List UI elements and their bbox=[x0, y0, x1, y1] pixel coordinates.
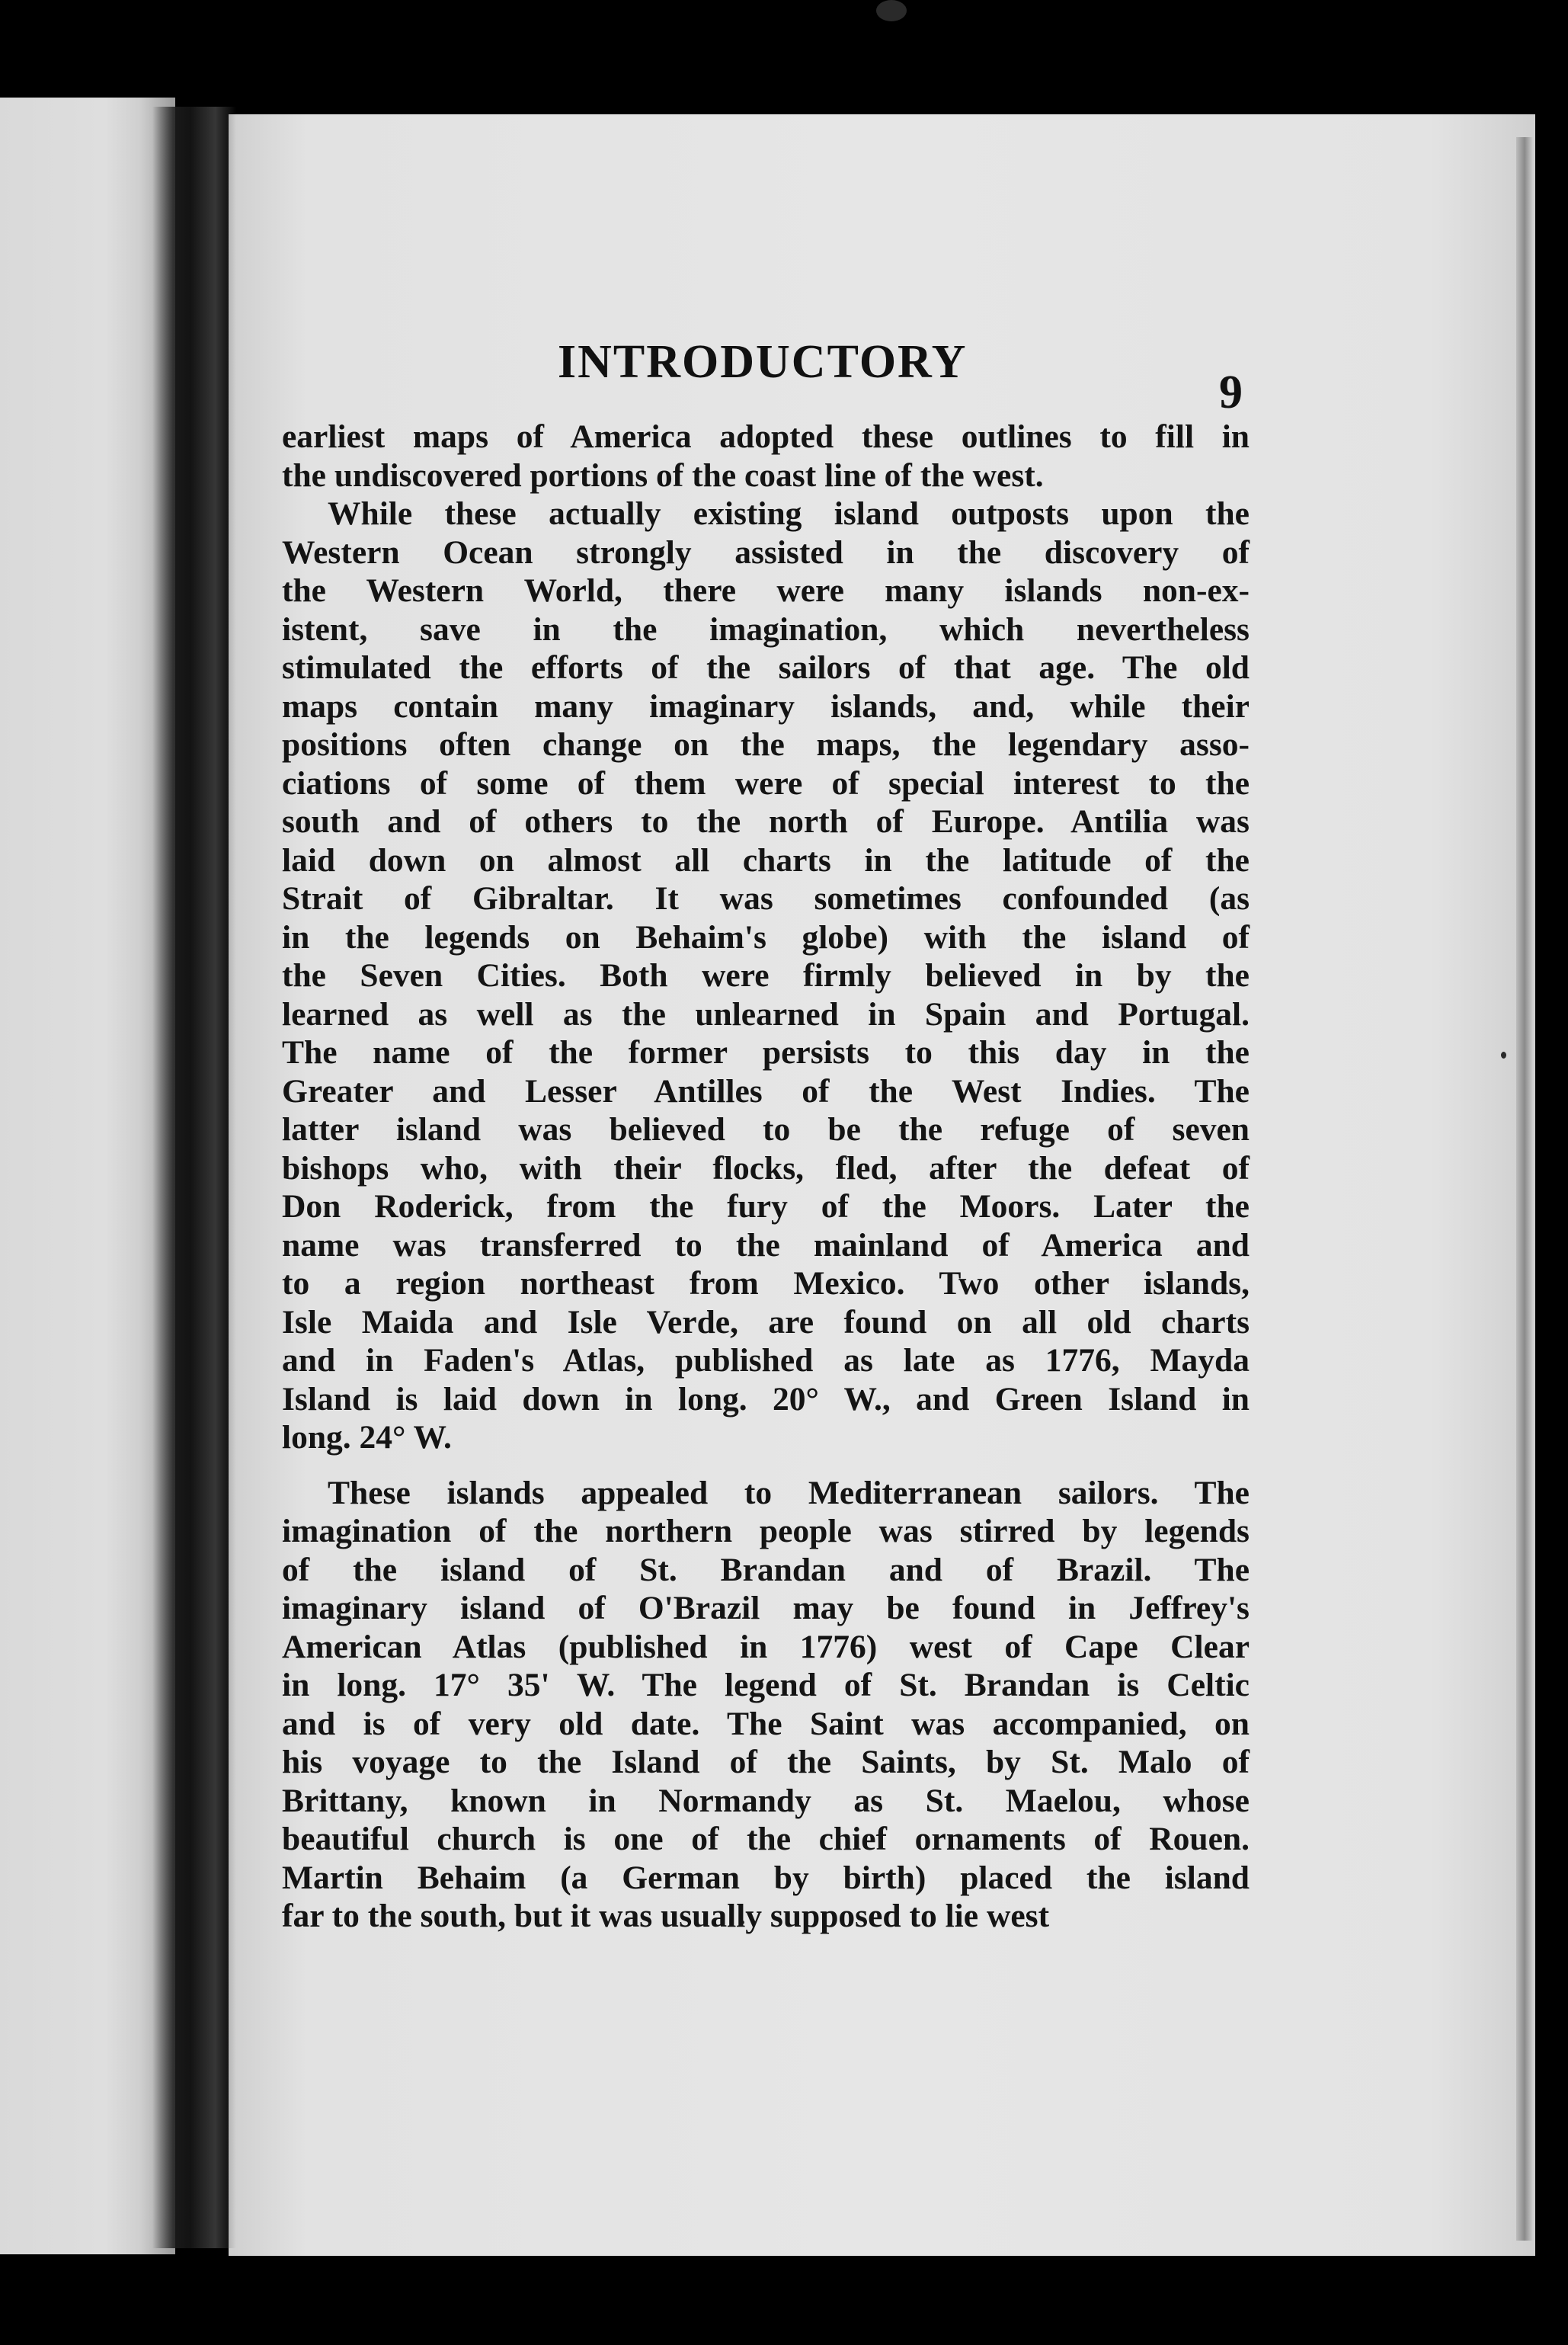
text-line: name was transferred to the mainland of America and bbox=[282, 1226, 1250, 1264]
page-fore-edge bbox=[1516, 137, 1533, 2241]
text-line: Brittany, known in Normandy as St. Maelou, whose bbox=[282, 1782, 1250, 1819]
text-line: maps contain many imaginary islands, and, while their bbox=[282, 687, 1250, 725]
book-gutter-shadow bbox=[152, 107, 236, 2248]
text-line: bishops who, with their flocks, fled, after the defeat of bbox=[282, 1149, 1250, 1187]
text-line: Don Roderick, from the fury of the Moors. Later the bbox=[282, 1188, 1250, 1225]
text-line: in long. 17° 35' W. The legend of St. Brandan is Celtic bbox=[282, 1667, 1250, 1703]
paragraph bbox=[282, 495, 1250, 1457]
text-line: beautiful church is one of the chief ornaments of Rouen. bbox=[282, 1821, 1250, 1857]
text-line: and in Faden's Atlas, published as late as 1776, Mayda bbox=[282, 1342, 1250, 1379]
paragraph bbox=[282, 418, 1250, 495]
text-line: The name of the former persists to this day in the bbox=[282, 1034, 1250, 1071]
text-line: ciations of some of them were of special interest to the bbox=[282, 764, 1250, 802]
text-line: to a region northeast from Mexico. Two other islands, bbox=[282, 1265, 1250, 1302]
text-line: imagination of the northern people was stirred by legends bbox=[282, 1513, 1250, 1549]
text-line: and is of very old date. The Saint was accompanied, on bbox=[282, 1705, 1250, 1742]
text-line: Greater and Lesser Antilles of the West Indies. The bbox=[282, 1072, 1250, 1110]
text-line: imaginary island of O'Brazil may be found in Jeffrey's bbox=[282, 1590, 1250, 1626]
text-line: the Seven Cities. Both were firmly believed in by the bbox=[282, 957, 1250, 994]
text-line: south and of others to the north of Europe. Antilia was bbox=[282, 803, 1250, 840]
text-line: long. 24° W. bbox=[282, 1419, 452, 1456]
scan-speck bbox=[1501, 1052, 1506, 1059]
text-line: stimulated the efforts of the sailors of that age. The old bbox=[282, 649, 1250, 686]
body-text bbox=[282, 418, 1250, 1936]
text-line: learned as well as the unlearned in Spain and Portugal. bbox=[282, 995, 1250, 1033]
text-line: Isle Maida and Isle Verde, are found on all old charts bbox=[282, 1303, 1250, 1341]
text-line: far to the south, but it was usually supposed to lie west bbox=[282, 1898, 1050, 1934]
text-line: Strait of Gibraltar. It was sometimes confounded (as bbox=[282, 880, 1250, 917]
text-line: istent, save in the imagination, which nevertheless bbox=[282, 610, 1250, 648]
paragraph-gap bbox=[282, 1457, 1250, 1474]
text-line: While these actually existing island outposts upon the bbox=[328, 495, 1250, 532]
text-line: American Atlas (published in 1776) west of Cape Clear bbox=[282, 1628, 1250, 1665]
facing-page-edge bbox=[0, 98, 175, 2254]
text-line: positions often change on the maps, the legendary asso- bbox=[282, 726, 1250, 763]
text-line: Island is laid down in long. 20° W., and Green Island in bbox=[282, 1380, 1250, 1418]
text-line: latter island was believed to be the refuge of seven bbox=[282, 1111, 1250, 1148]
text-line: of the island of St. Brandan and of Brazil. The bbox=[282, 1551, 1250, 1588]
text-line: Western Ocean strongly assisted in the discovery of bbox=[282, 533, 1250, 571]
text-line: laid down on almost all charts in the latitude of the bbox=[282, 841, 1250, 879]
running-head: INTRODUCTORY bbox=[558, 336, 968, 388]
text-line: in the legends on Behaim's globe) with the island of bbox=[282, 918, 1250, 956]
text-line: the undiscovered portions of the coast line of the west. bbox=[282, 457, 1044, 494]
page-header bbox=[472, 335, 1310, 418]
text-line: These islands appealed to Mediterranean sailors. The bbox=[328, 1474, 1250, 1511]
scan-speck bbox=[876, 0, 907, 21]
text-line: Martin Behaim (a German by birth) placed the island bbox=[282, 1859, 1250, 1896]
page-number: 9 bbox=[1219, 367, 1243, 418]
text-line: his voyage to the Island of the Saints, by St. Malo of bbox=[282, 1744, 1250, 1780]
text-line: earliest maps of America adopted these outlines to fill in bbox=[282, 418, 1250, 455]
paragraph bbox=[282, 1474, 1250, 1936]
text-line: the Western World, there were many islands non-ex- bbox=[282, 572, 1250, 609]
